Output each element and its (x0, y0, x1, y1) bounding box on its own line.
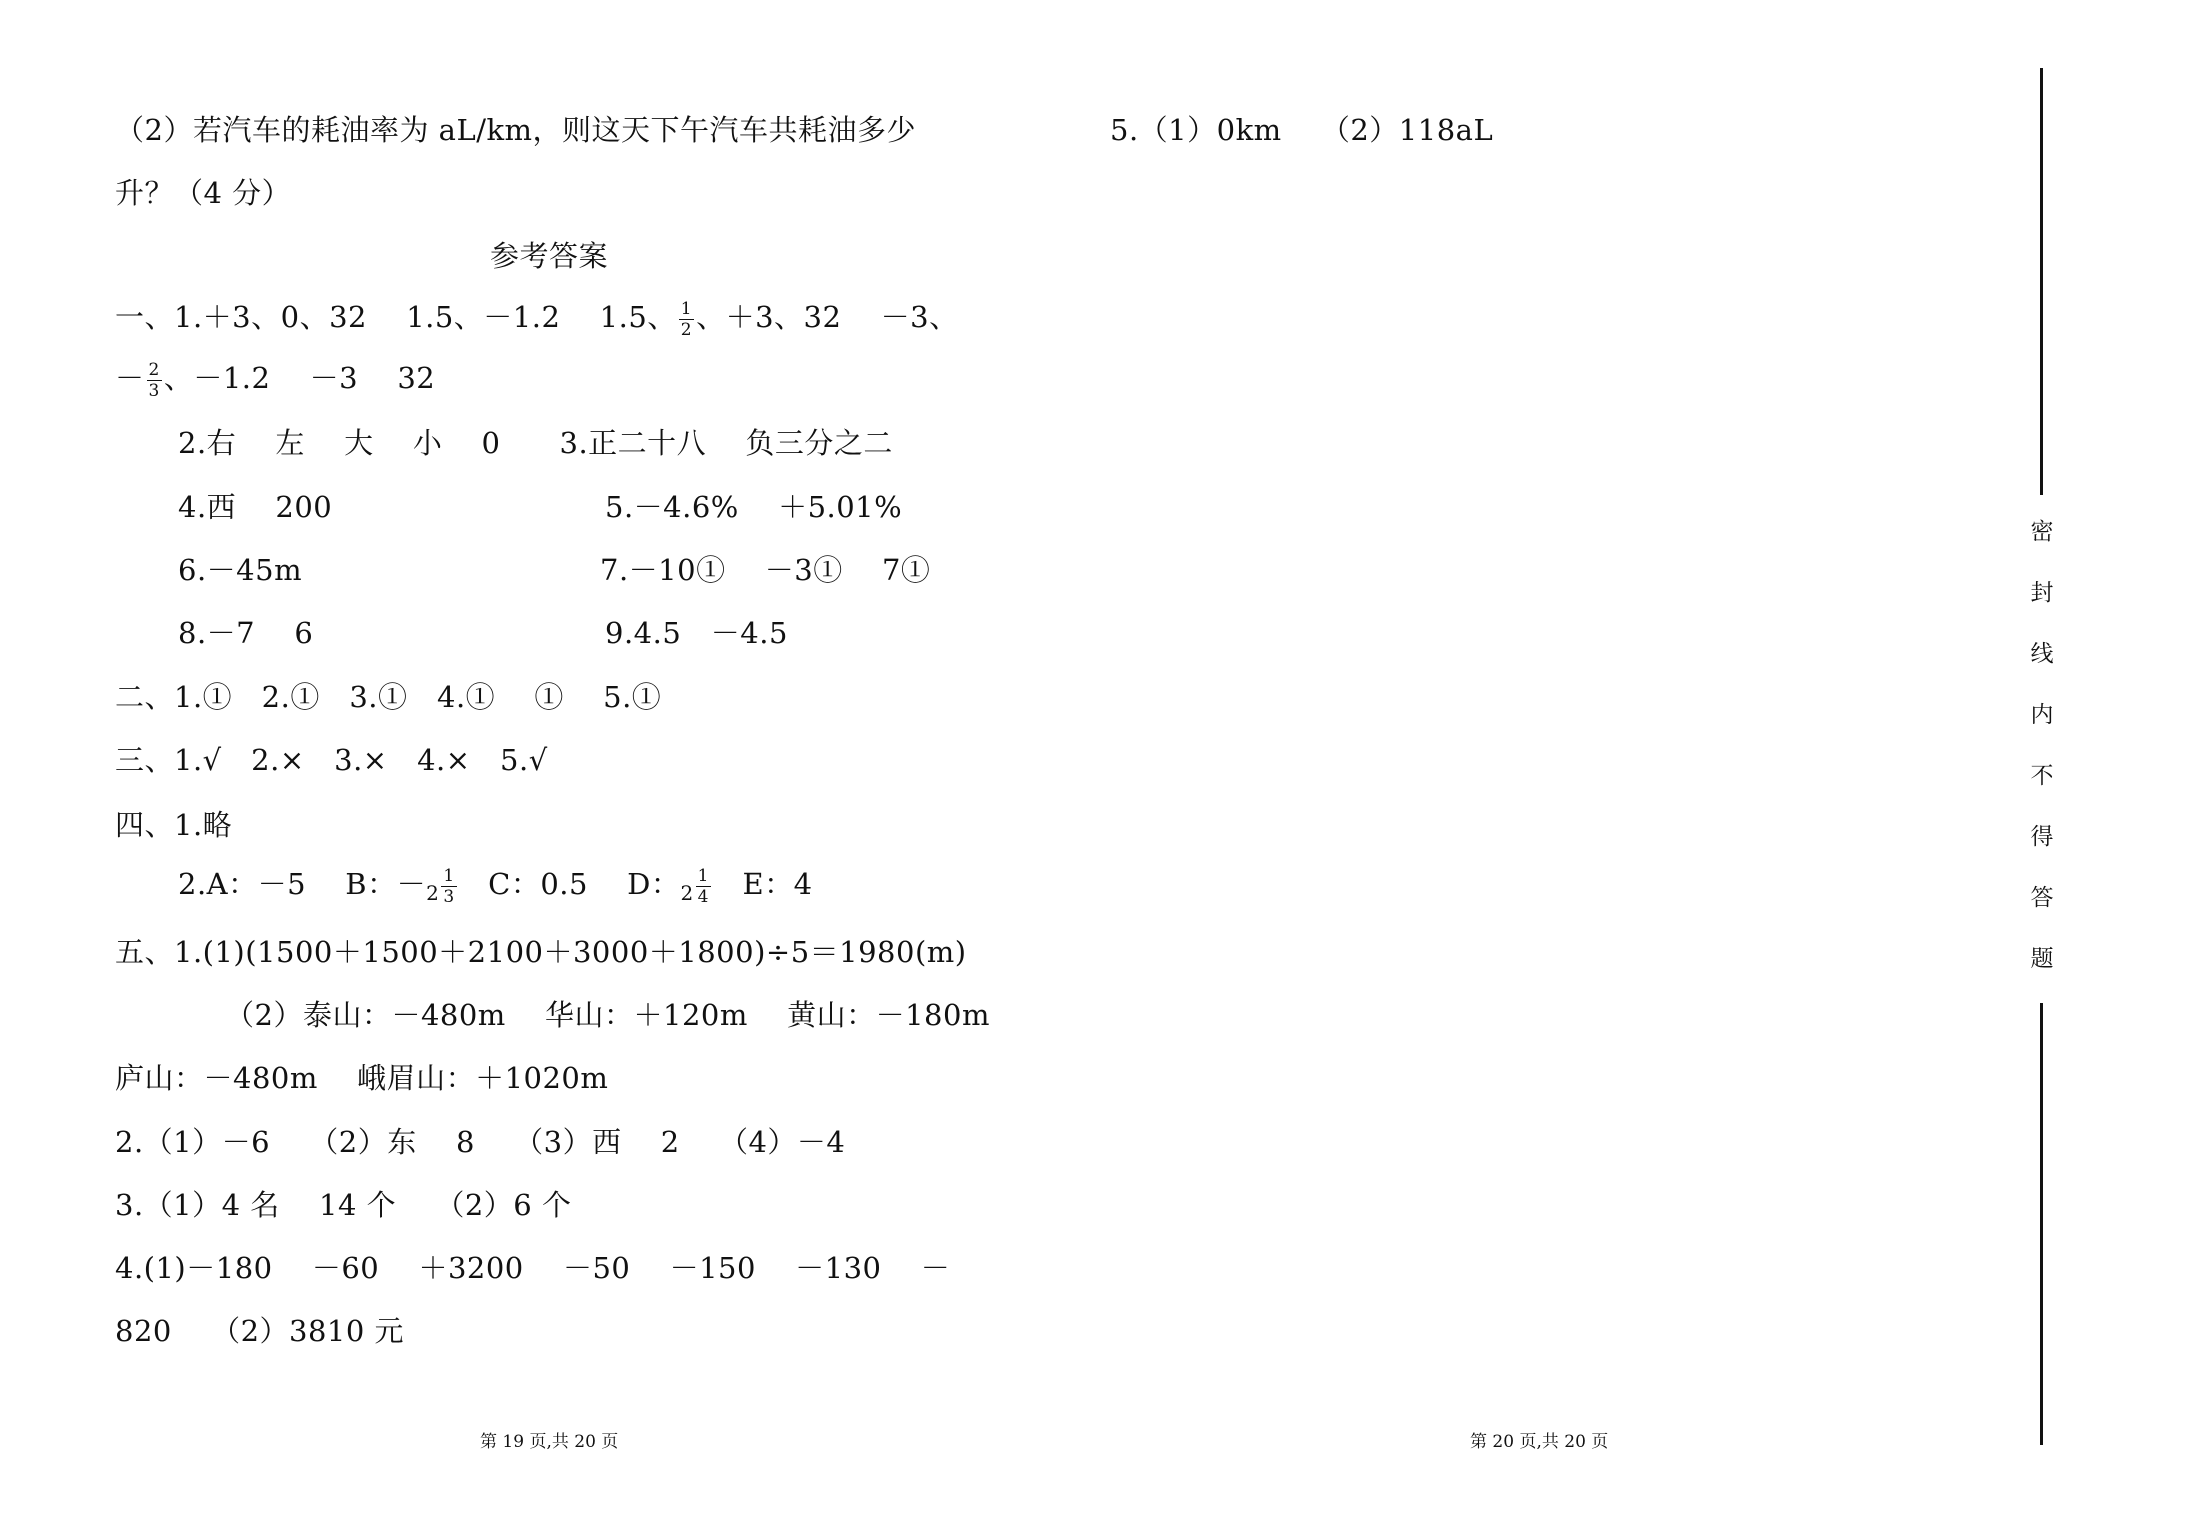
question-line-2: 升？（4 分） (115, 176, 292, 210)
seal-line-bottom (2040, 1003, 2043, 1445)
fraction (696, 866, 711, 907)
text: 、－1.2 －3 32 (163, 361, 436, 395)
section-5-line-4: 2.（1）－6 （2）东 8 （3）西 2 （4）－4 (115, 1125, 846, 1159)
numerator: 1 (680, 298, 693, 319)
denominator: 3 (443, 886, 455, 907)
section-1-row-6-right: 7.－10① －3① 7① (600, 553, 931, 587)
section-5-line-7: 820 （2）3810 元 (115, 1314, 405, 1348)
fraction (147, 360, 162, 401)
seal-char-2: 封 (2030, 580, 2054, 606)
page-footer-right: 第 20 页,共 20 页 (1470, 1432, 1609, 1452)
section-3: 三、1.√ 2.× 3.× 4.× 5.√ (115, 743, 548, 777)
page-footer-left: 第 19 页,共 20 页 (480, 1432, 619, 1452)
seal-char-8: 题 (2030, 946, 2054, 972)
section-4-line-1: 四、1.略 (115, 808, 233, 842)
section-5-line-3: 庐山：－480m 峨眉山：＋1020m (115, 1061, 609, 1095)
text: 、＋3、32 －3、 (696, 300, 959, 334)
text: E：4 (713, 867, 813, 901)
denominator: 2 (680, 319, 693, 340)
mixed-whole: 2 (680, 881, 694, 905)
section-1-line-1 (115, 297, 959, 340)
seal-char-7: 答 (2030, 885, 2054, 911)
section-5-line-2: （2）泰山：－480m 华山：＋120m 黄山：－180m (225, 998, 990, 1032)
seal-char-6: 得 (2030, 824, 2054, 850)
section-1-row-4-right: 5.－4.6% ＋5.01% (605, 490, 903, 524)
seal-char-1: 密 (2030, 519, 2054, 545)
text: － (115, 361, 145, 395)
fraction (679, 299, 694, 340)
section-1-row-2: 2.右 左 大 小 0 3.正二十八 负三分之二 (178, 426, 893, 460)
seal-char-5: 不 (2030, 763, 2054, 789)
answers-title: 参考答案 (490, 239, 609, 273)
numerator: 1 (443, 865, 455, 886)
seal-line-top (2040, 68, 2043, 495)
denominator: 3 (148, 380, 160, 401)
section-5-line-1: 五、1.(1)(1500＋1500＋2100＋3000＋1800)÷5＝1980(m) (115, 935, 967, 969)
section-1-row-8-left: 8.－7 6 (178, 616, 314, 650)
section-4-line-2 (178, 864, 813, 907)
denominator: 4 (697, 886, 709, 907)
fraction (441, 866, 456, 907)
section-1-row-8-right: 9.4.5 －4.5 (605, 616, 788, 650)
text: 一、1.＋3、0、32 1.5、－1.2 1.5、 (115, 300, 677, 334)
question-line-1: （2）若汽车的耗油率为 aL/km，则这天下午汽车共耗油多少 (115, 113, 917, 147)
numerator: 2 (148, 359, 160, 380)
seal-char-3: 线 (2030, 641, 2054, 667)
section-1-row-4-left: 4.西 200 (178, 490, 333, 524)
seal-char-4: 内 (2030, 702, 2054, 728)
mixed-whole: 2 (426, 881, 440, 905)
section-2: 二、1.① 2.① 3.① 4.① ① 5.① (115, 680, 662, 714)
text: C：0.5 D： (458, 867, 681, 901)
numerator: 1 (697, 865, 709, 886)
right-answer-line-1: 5.（1）0km （2）118aL (1110, 113, 1494, 147)
text: 2.A：－5 B：－ (178, 867, 427, 901)
section-1-line-2 (115, 358, 436, 401)
section-5-line-5: 3.（1）4 名 14 个 （2）6 个 (115, 1188, 572, 1222)
section-1-row-6-left: 6.－45m (178, 553, 303, 587)
section-5-line-6: 4.(1)－180 －60 ＋3200 －50 －150 －130 － (115, 1251, 951, 1285)
